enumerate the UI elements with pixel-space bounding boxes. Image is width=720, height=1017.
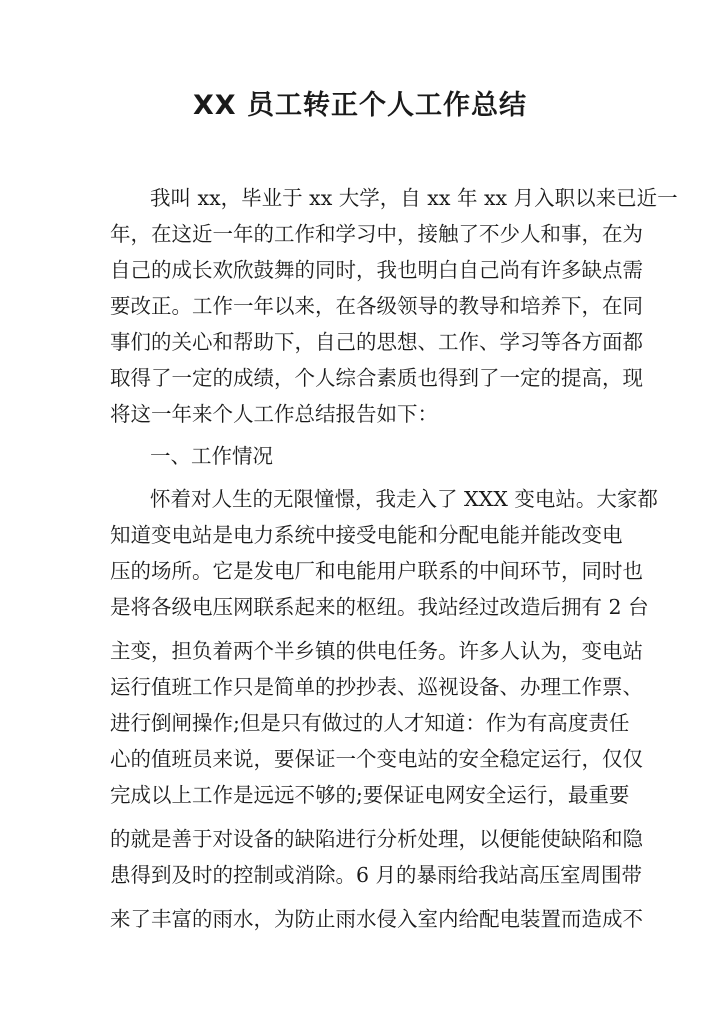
body-line: 完成以上工作是远远不够的;要保证电网安全运行，最重要: [110, 783, 630, 807]
body-line: 怀着对人生的无限憧憬，我走入了 XXX 变电站。大家都: [150, 487, 658, 511]
body-line: 主变，担负着两个半乡镇的供电任务。许多人认为，变电站: [110, 639, 643, 663]
body-line: 进行倒闸操作;但是只有做过的人才知道：作为有高度责任: [110, 711, 630, 735]
body-line: 心的值班员来说，要保证一个变电站的安全稳定运行，仅仅: [110, 747, 643, 771]
body-line: 年，在这近一年的工作和学习中，接触了不少人和事，在为: [110, 222, 643, 246]
body-line: 患得到及时的控制或消除。6 月的暴雨给我站高压室周围带: [110, 863, 643, 887]
body-line: 自己的成长欢欣鼓舞的同时，我也明白自己尚有许多缺点需: [110, 258, 643, 282]
body-line: 运行值班工作只是简单的抄抄表、巡视设备、办理工作票、: [110, 675, 643, 699]
body-line: 压的场所。它是发电厂和电能用户联系的中间环节，同时也: [110, 559, 643, 583]
body-line: 我叫 xx，毕业于 xx 大学，自 xx 年 xx 月入职以来已近一: [150, 186, 678, 210]
body-line: 的就是善于对设备的缺陷进行分析处理，以便能使缺陷和隐: [110, 827, 643, 851]
body-line: 知道变电站是电力系统中接受电能和分配电能并能改变电: [110, 523, 623, 547]
body-line: 是将各级电压网联系起来的枢纽。我站经过改造后拥有 2 台: [110, 595, 649, 619]
body-line: 来了丰富的雨水，为防止雨水侵入室内给配电装置而造成不: [110, 907, 643, 931]
body-line: 取得了一定的成绩，个人综合素质也得到了一定的提高，现: [110, 366, 643, 390]
body-line: 要改正。工作一年以来，在各级领导的教导和培养下，在同: [110, 294, 643, 318]
document-title: XX 员工转正个人工作总结: [192, 90, 528, 121]
section-heading: 一、工作情况: [150, 444, 273, 468]
body-line: 事们的关心和帮助下，自己的思想、工作、学习等各方面都: [110, 330, 643, 354]
body-line: 将这一年来个人工作总结报告如下：: [110, 402, 438, 426]
